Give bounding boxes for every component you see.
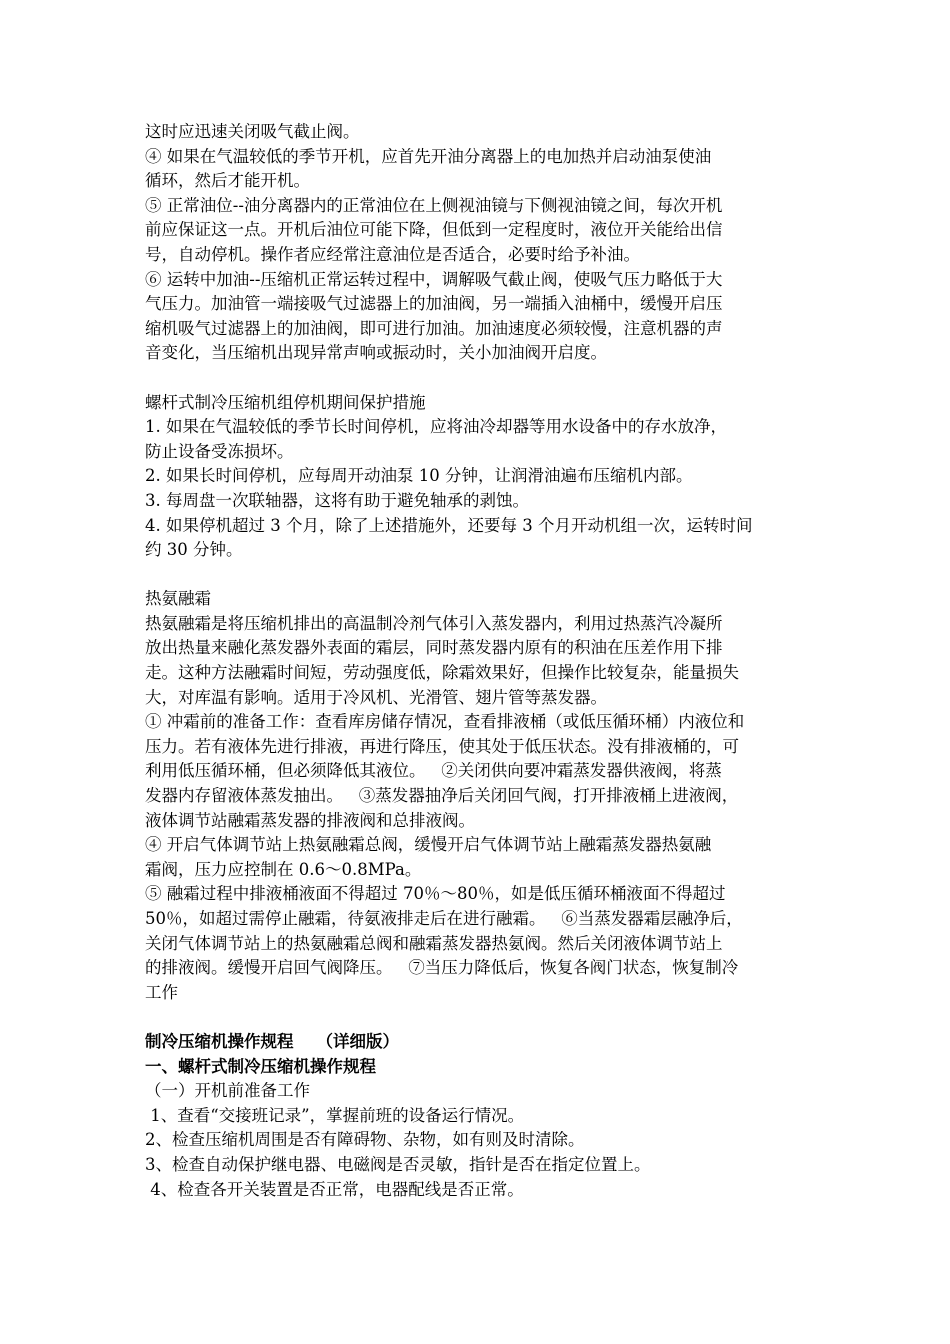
text-line: 的排液阀。缓慢开启回气阀降压。 ⑦当压力降低后，恢复各阀门状态，恢复制冷 [145,958,739,978]
text-line: 1. 如果在气温较低的季节长时间停机，应将油冷却器等用水设备中的存水放净， [145,417,727,437]
list-item: 4、检查各开关装置是否正常，电器配线是否正常。 [145,1179,524,1199]
text-line: ⑥ 运转中加油--压缩机正常运转过程中，调解吸气截止阀，使吸气压力略低于大 [145,269,723,289]
text-line: 工作 [145,982,178,1002]
paragraph-spacer [145,366,817,391]
chapter-heading: 一、螺杆式制冷压缩机操作规程 [145,1056,376,1076]
operating-procedure-section [145,1030,817,1202]
shutdown-protection-section [145,391,817,563]
text-line: 气压力。加油管一端接吸气过滤器上的加油阀，另一端插入油桶中，缓慢开启压 [145,294,723,314]
text-line: ④ 如果在气温较低的季节开机，应首先开油分离器上的电加热并启动油泵使油 [145,146,712,166]
text-line: 防止设备受冻损坏。 [145,441,294,461]
text-line: 音变化，当压缩机出现异常声响或振动时，关小加油阀开启度。 [145,343,607,363]
text-line: 50％，如超过需停止融霜，待氨液排走后在进行融霜。 ⑥当蒸发器霜层融净后， [145,909,743,928]
text-line: 缩机吸气过滤器上的加油阀，即可进行加油。加油速度必须较慢，注意机器的声 [145,318,723,338]
text-line: 霜阀，压力应控制在 0.6～0.8MPa。 [145,859,422,879]
section-heading: 热氨融霜 [145,589,211,609]
document-page [145,120,817,1202]
text-line: 热氨融霜是将压缩机排出的高温制冷剂气体引入蒸发器内，利用过热蒸汽冷凝所 [145,613,723,633]
text-line: 号，自动停机。操作者应经常注意油位是否适合，必要时给予补油。 [145,244,640,264]
hot-ammonia-defrost-section [145,587,817,1005]
text-line: 2. 如果长时间停机，应每周开动油泵 10 分钟，让润滑油遍布压缩机内部。 [145,466,693,486]
text-line: 约 30 分钟。 [145,540,243,560]
list-item: 1、查看“交接班记录”，掌握前班的设备运行情况。 [145,1105,525,1125]
text-line: 循环，然后才能开机。 [145,171,310,191]
text-line: ⑤ 融霜过程中排液桶液面不得超过 70％～80％，如是低压循环桶液面不得超过 [145,884,726,904]
text-line: 4. 如果停机超过 3 个月，除了上述措施外，还要每 3 个月开动机组一次，运转时间 [145,515,753,535]
paragraph-spacer [145,563,817,588]
subsection-heading: （一）开机前准备工作 [145,1081,310,1101]
paragraph-spacer [145,1005,817,1030]
operation-notes-section [145,120,817,366]
text-line: ⑤ 正常油位--油分离器内的正常油位在上侧视油镜与下侧视油镜之间，每次开机 [145,195,723,215]
text-line: ④ 开启气体调节站上热氨融霜总阀，缓慢开启气体调节站上融霜蒸发器热氨融 [145,835,712,855]
text-line: 走。这种方法融霜时间短，劳动强度低，除霜效果好，但操作比较复杂，能量损失 [145,663,739,683]
text-line: 这时应迅速关闭吸气截止阀。 [145,122,360,141]
document-title: 制冷压缩机操作规程 （详细版） [145,1031,399,1051]
text-line: 放出热量来融化蒸发器外表面的霜层，同时蒸发器内原有的积油在压差作用下排 [145,638,723,658]
text-line: 关闭气体调节站上的热氨融霜总阀和融霜蒸发器热氨阀。然后关闭液体调节站上 [145,933,723,953]
text-line: 压力。若有液体先进行排液，再进行降压，使其处于低压状态。没有排液桶的，可 [145,736,739,756]
text-line: ① 冲霜前的准备工作：查看库房储存情况，查看排液桶（或低压循环桶）内液位和 [145,712,745,732]
text-line: 3. 每周盘一次联轴器，这将有助于避免轴承的剥蚀。 [145,490,529,510]
list-item: 3、检查自动保护继电器、电磁阀是否灵敏，指针是否在指定位置上。 [145,1154,651,1174]
text-line: 大，对库温有影响。适用于冷风机、光滑管、翅片管等蒸发器。 [145,687,607,707]
text-line: 利用低压循环桶，但必须降低其液位。 ②关闭供向要冲霜蒸发器供液阀，将蒸 [145,761,722,781]
text-line: 液体调节站融霜蒸发器的排液阀和总排液阀。 [145,810,475,830]
list-item: 2、检查压缩机周围是否有障碍物、杂物，如有则及时清除。 [145,1130,585,1150]
text-line: 前应保证这一点。开机后油位可能下降，但低到一定程度时，液位开关能给出信 [145,220,723,240]
section-heading: 螺杆式制冷压缩机组停机期间保护措施 [145,392,426,412]
text-line: 发器内存留液体蒸发抽出。 ③蒸发器抽净后关闭回气阀，打开排液桶上进液阀， [145,786,739,806]
